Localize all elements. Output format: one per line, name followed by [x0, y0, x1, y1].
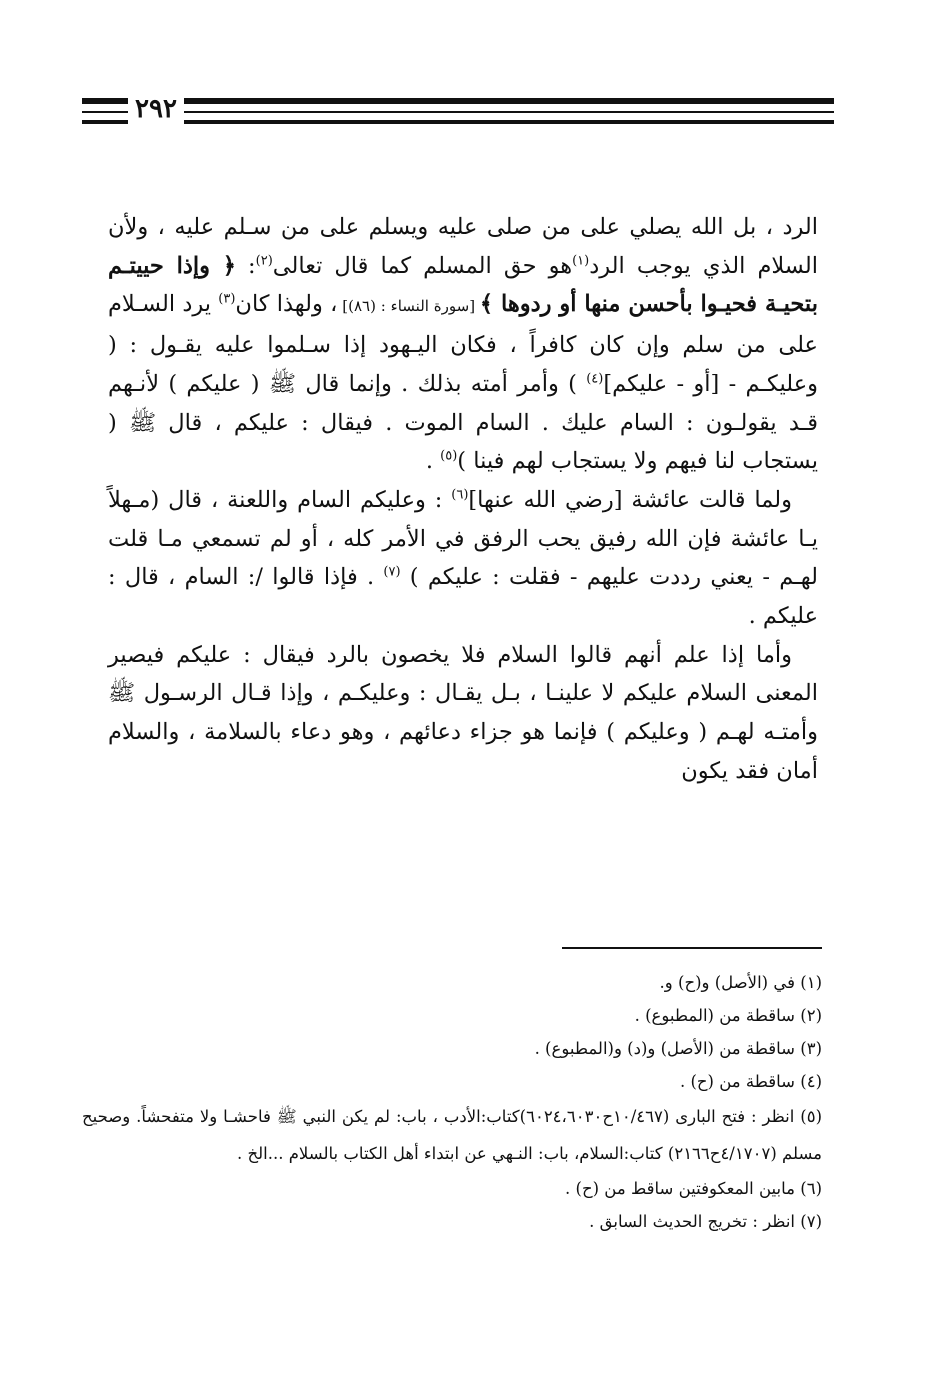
footnote-7: (٧) انظر : تخريج الحديث السابق .	[589, 1212, 822, 1231]
quran-verse: ﴿ وإذا حييتـم بتحيـة فحيـوا بأحسن منها أو ردوها ﴾	[108, 252, 818, 318]
footnotes	[82, 966, 822, 1238]
text-run: :	[235, 252, 256, 279]
footnote-ref: (٢)	[255, 253, 273, 269]
footnote-1: (١) في (الأصل) و(ح) و.	[659, 973, 822, 992]
footnote-ref: (٣)	[218, 291, 236, 307]
footnote-separator	[562, 947, 822, 949]
text-run: يرد السـلام على من سلم وإن كان كافراً ، فكان اليـهود إذا سـلموا عليه يقـول : ( وعليكـم - [أو - عليكم]	[108, 291, 818, 397]
page-number: ٢٩٢	[135, 94, 177, 124]
footnote-ref: (٤)	[586, 371, 604, 387]
footnote-2: (٢) ساقطة من (المطبوع) .	[634, 1006, 822, 1025]
text-run: : وعليكم السام واللعنة ، قال (مـهلاً يـا عائشة فإن الله رفيق يحب الرفق في الأمر كله ، أو لم تسمعي مـا قلت لهـم - يعني رددت عليهم - فقلت : عليكم )	[108, 486, 818, 591]
footnote-3: (٣) ساقطة من (الأصل) و(د) و(المطبوع) .	[534, 1039, 822, 1058]
surah-reference: [سورة النساء : (٨٦)]	[337, 297, 480, 316]
text-run: ولما قالت عائشة [رضي الله عنها]	[468, 486, 792, 513]
footnote-6: (٦) مابين المعكوفتين ساقط من (ح) .	[565, 1179, 822, 1198]
text-run: الرد ، بل الله يصلي على من صلى عليه ويسلم على من سـلم عليه ، ولأن السلام الذي يوجب الرد	[108, 214, 818, 279]
main-text	[108, 208, 818, 791]
page-header	[82, 94, 834, 124]
header-rule-left	[82, 98, 128, 124]
paragraph-3: وأما إذا علم أنهم قالوا السلام فلا يخصون بالرد فيقال : عليكم فيصير المعنى السلام عليكم لا علينـا ، بـل يقـال : وعليكـم ، وإذا قـال الرسـول ﷺ وأمتـه لهـم ( وعليكم ) فإنما هو جزاء دعائهم ، وهو دعاء بالسلامة ، والسلام أمان فقد يكون	[108, 641, 818, 784]
paragraph-1	[108, 208, 818, 481]
header-rule-right	[184, 98, 834, 124]
text-run: .	[425, 448, 441, 475]
footnote-4: (٤) ساقطة من (ح) .	[679, 1072, 822, 1091]
footnote-ref: (٧)	[383, 564, 401, 580]
paragraph-2	[108, 481, 818, 636]
footnote-ref: (٥)	[440, 448, 458, 464]
footnote-ref: (١)	[572, 253, 590, 269]
text-run: ، ولهذا كان	[235, 291, 338, 318]
footnote-5: (٥) انظر : فتح البارى (١٠/٤٦٧ح٦٠٢٤،٦٠٣٠)كتاب:الأدب ، باب: لم يكن النبي ﷺ فاحشـا ولا متفحشاً. وصحيح مسلم (٤/١٧٠٧ح٢١٦٦) كتاب:السلام، باب: النـهي عن ابتداء أهل الكتاب بالسلام ...الخ .	[82, 1107, 822, 1163]
text-run: هو حق المسلم كما قال تعالى	[272, 252, 573, 279]
text-run: . فإذا قالوا /: السام ، قال : عليكم .	[108, 564, 818, 630]
text-run: ) وأمر أمته بذلك . وإنما قال ﷺ ( عليكم ) لأنـهم قـد يقولـون : السام عليك . السام الموت . فيقال : عليكم ، قال ﷺ ( يستجاب لنا فيهم ولا يستجاب لهم فينا )	[108, 370, 818, 475]
footnote-ref: (٦)	[451, 487, 469, 503]
